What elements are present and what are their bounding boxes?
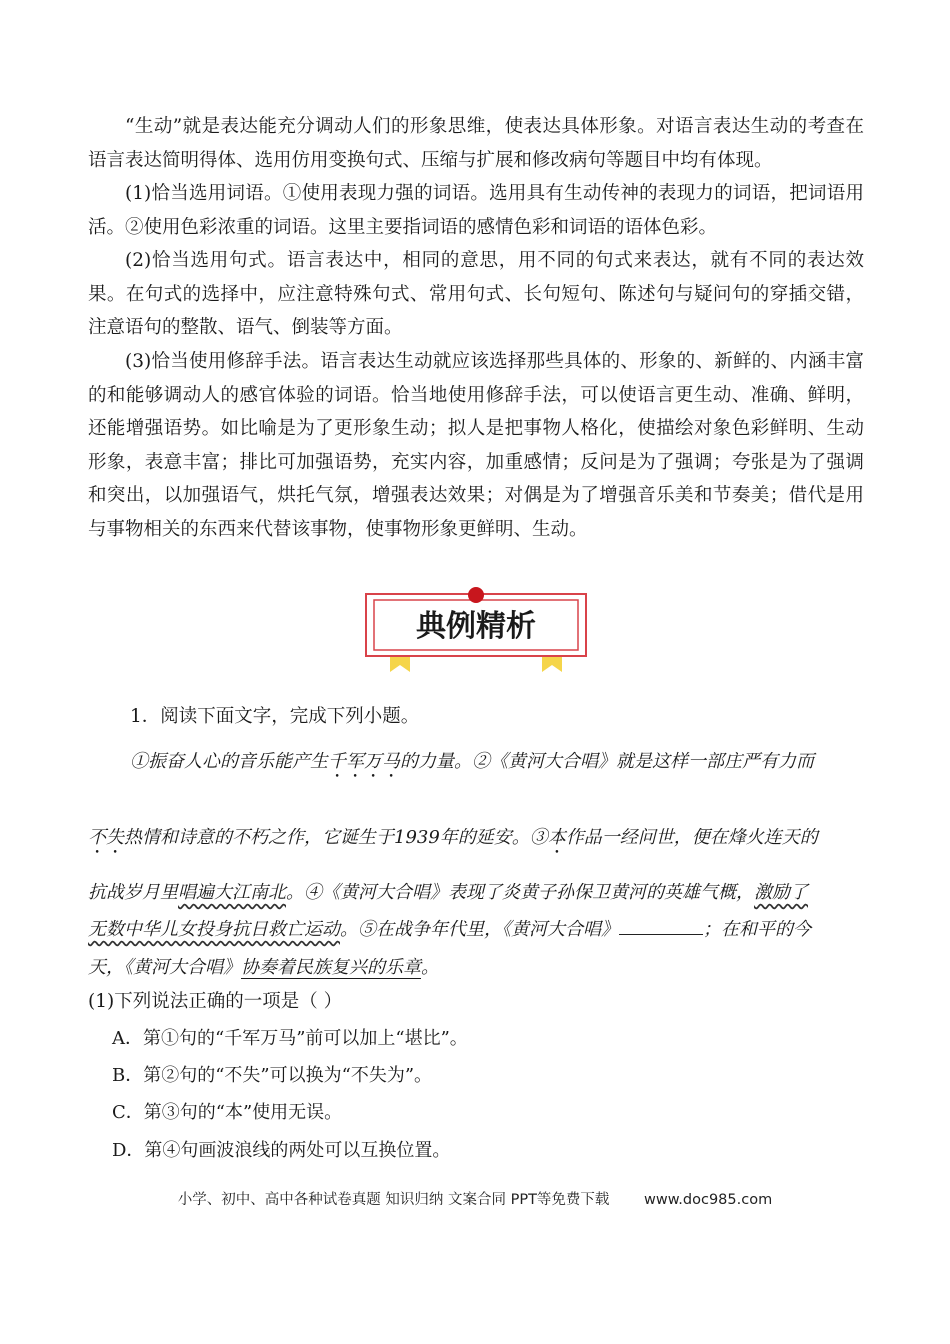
point-2-paragraph: (2)恰当选用句式。语言表达中，相同的意思，用不同的句式来表达，就有不同的表达效果。在句式的选择中，应注意特殊句式、常用句式、长句短句、陈述句与疑问句的穿插交错，注意语句的整散、语气、倒装等方面。	[88, 250, 864, 338]
passage-line-2: 不失热情和诗意的不朽之作，它诞生于1939年的延安。③本作品一经问世，便在烽火连天的	[88, 827, 818, 848]
banner-title: 典例精析	[416, 609, 536, 644]
option-a: A．第①句的“千军万马”前可以加上“堪比”。	[112, 1028, 468, 1049]
passage-line-1: ①振奋人心的音乐能产生千军万马的力量。②《黄河大合唱》就是这样一部庄严有力而	[130, 751, 814, 772]
option-d: D．第④句画波浪线的两处可以互换位置。	[112, 1140, 451, 1161]
passage-line-4: 无数中华儿女投身抗日救亡运动。⑤在战争年代里，《黄河大合唱》 ；在和平的今	[88, 915, 864, 941]
option-c: C．第③句的“本”使用无误。	[112, 1102, 343, 1123]
passage-line-5: 天，《黄河大合唱》协奏着民族复兴的乐章。	[88, 957, 439, 978]
sub-question: (1)下列说法正确的一项是（ ）	[88, 991, 343, 1012]
footer-url[interactable]: www.doc985.com	[644, 1192, 773, 1208]
section-banner	[360, 584, 592, 684]
banner-dot-icon	[468, 587, 484, 603]
intro-paragraph: “生动”就是表达能充分调动人们的形象思维，使表达具体形象。对语言表达生动的考查在语言表达简明得体、选用仿用变换句式、压缩与扩展和修改病句等题目中均有体现。	[88, 116, 864, 171]
passage-line-3: 抗战岁月里唱遍大江南北。④《黄河大合唱》表现了炎黄子孙保卫黄河的英雄气概，激励了	[88, 882, 808, 903]
answer-blank[interactable]	[619, 916, 703, 935]
point-1-paragraph: (1)恰当选用词语。①使用表现力强的词语。选用具有生动传神的表现力的词语，把词语用活。②使用色彩浓重的词语。这里主要指词语的感情色彩和词语的语体色彩。	[88, 183, 864, 238]
footer-text: 小学、初中、高中各种试卷真题 知识归纳 文案合同 PPT等免费下载	[177, 1192, 610, 1208]
page-footer	[0, 1188, 950, 1209]
question-intro: 1．阅读下面文字，完成下列小题。	[130, 706, 420, 727]
option-b: B．第②句的“不失”可以换为“不失为”。	[112, 1065, 433, 1086]
point-3-paragraph: (3)恰当使用修辞手法。语言表达生动就应该选择那些具体的、形象的、新鲜的、内涵丰富的和能够调动人的感官体验的词语。恰当地使用修辞手法，可以使语言更生动、准确、鲜明，还能增强语势。如比喻是为了更形象生动；拟人是把事物人格化，使描绘对象色彩鲜明、生动形象，表意丰富；排比可加强语势，充实内容，加重感情；反问是为了强调；夸张是为了强调和突出，以加强语气，烘托气氛，增强表达效果；对偶是为了增强音乐美和节奏美；借代是用与事物相关的东西来代替该事物，使事物形象更鲜明、生动。	[88, 351, 864, 540]
